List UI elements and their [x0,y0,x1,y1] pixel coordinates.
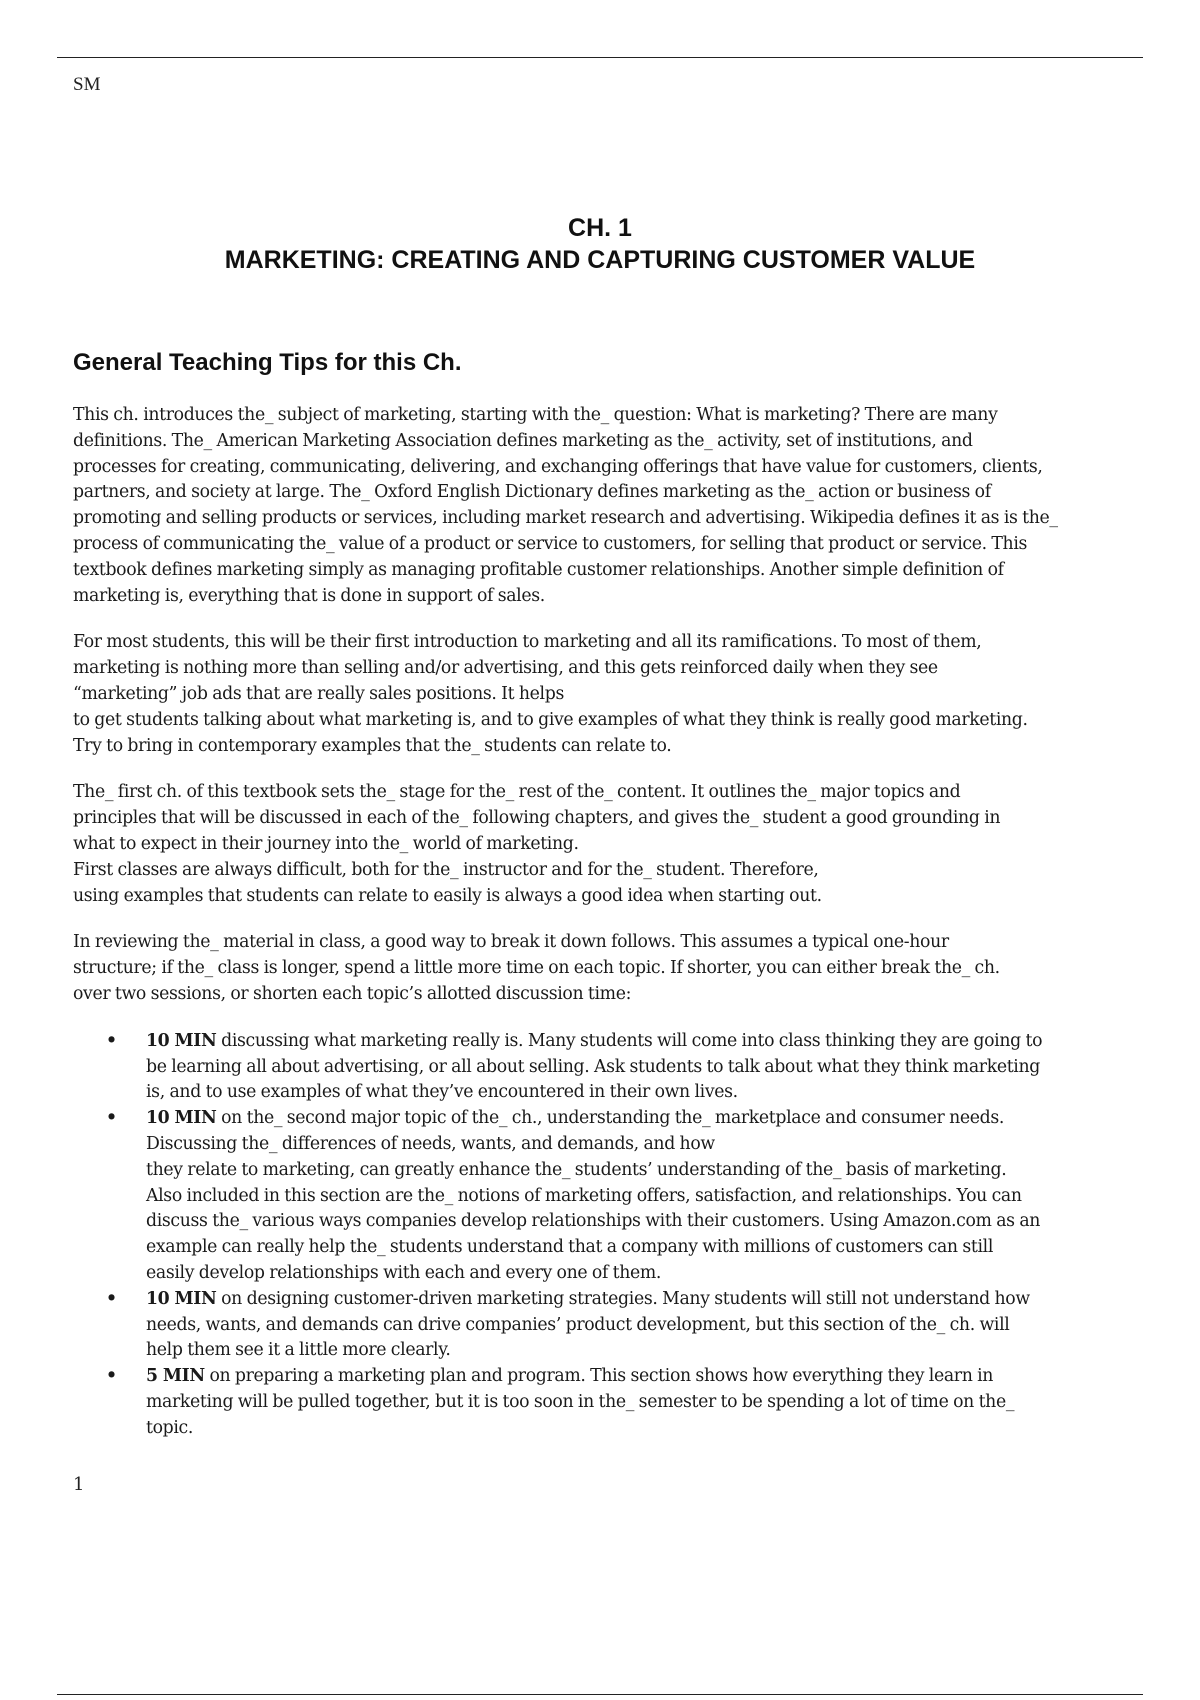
paragraph-students [73,630,1165,759]
text-line: processes for creating, communicating, delivering, and exchanging offerings that have value for customers, clients, [73,456,1043,477]
text-line: marketing will be pulled together, but it is too soon in the_ semester to be spending a lot of time on the_ [146,1391,1015,1412]
text-line: In reviewing the_ material in class, a good way to break it down follows. This assumes a typical one-hour [73,932,949,953]
text-line: over two sessions, or shorten each topic’s allotted discussion time: [73,983,632,1004]
chapter-number: CH. 1 [568,214,632,242]
text-line: The_ first ch. of this textbook sets the_ stage for the_ rest of the_ content. It outlines the_ major topics and [73,782,961,803]
text-line: For most students, this will be their first introduction to marketing and all its ramifications. To most of them, [73,632,982,653]
text-line: what to expect in their journey into the_ world of marketing. [73,833,579,854]
bottom-rule [57,1694,1143,1695]
paragraph-intro [73,403,1165,609]
text-line: First classes are always difficult, both for the_ instructor and for the_ student. Therefore, [73,859,819,880]
text-line: This ch. introduces the_ subject of marketing, starting with the_ question: What is marketing? There are many [73,405,998,425]
paragraph-reviewing [73,930,1165,1007]
text-line: definitions. The_ American Marketing Association defines marketing as the_ activity, set of institutions, and [73,430,973,451]
title-block [0,213,1200,276]
topic-time-list [73,1029,1165,1442]
paragraph-first-chapter [73,780,1165,909]
bullet-icon: • [106,1288,117,1309]
time-label: 5 MIN [146,1366,205,1387]
text-line: needs, wants, and demands can drive companies’ product development, but this section of the_ ch. will [146,1314,1010,1335]
chapter-title: MARKETING: CREATING AND CAPTURING CUSTOMER VALUE [224,246,976,274]
time-label: 10 MIN [146,1030,217,1051]
text-line: marketing is, everything that is done in support of sales. [73,585,545,606]
bullet-icon: • [106,1108,117,1129]
text-line: be learning all about advertising, or all about selling. Ask students to talk about what they think marketing [146,1056,1040,1077]
text-line: “marketing” job ads that are really sales positions. It helps [73,683,564,704]
bullet-icon: • [106,1366,117,1387]
text-line: on preparing a marketing plan and program. This section shows how everything they learn in [204,1366,994,1387]
text-line: principles that will be discussed in each of the_ following chapters, and gives the_ student a good grounding in [73,808,1001,829]
text-line: topic. [146,1417,194,1438]
text-line: to get students talking about what marketing is, and to give examples of what they think is really good marketing. [73,709,1028,730]
text-line: textbook defines marketing simply as managing profitable customer relationships. Another simple definition of [73,559,1004,580]
text-line: discuss the_ various ways companies develop relationships with their customers. Using Amazon.com as an [146,1211,1041,1232]
time-label: 10 MIN [146,1108,217,1129]
text-line: process of communicating the_ value of a product or service to customers, for selling that product or service. This [73,533,1028,554]
section-heading: General Teaching Tips for this Ch. [73,349,462,376]
text-line: easily develop relationships with each and every one of them. [146,1262,662,1283]
text-line: discussing what marketing really is. Many students will come into class thinking they are going to [216,1030,1043,1051]
list-item [73,1287,1165,1364]
page-number: 1 [73,1474,85,1495]
text-line: using examples that students can relate to easily is always a good idea when starting out. [73,885,822,906]
text-line: is, and to use examples of what they’ve encountered in their own lives. [146,1082,738,1103]
text-line: Discussing the_ differences of needs, wants, and demands, and how [146,1133,715,1154]
time-label: 10 MIN [146,1288,217,1309]
text-line: Try to bring in contemporary examples that the_ students can relate to. [73,735,672,756]
header-code: SM [73,74,101,95]
body-text [73,403,1165,1441]
bullet-icon: • [106,1030,117,1051]
top-rule [57,57,1143,58]
text-line: partners, and society at large. The_ Oxford English Dictionary defines marketing as the_ action or business of [73,482,991,503]
text-line: help them see it a little more clearly. [146,1340,451,1361]
text-line: promoting and selling products or services, including market research and advertising. Wikipedia defines it as is the_ [73,508,1058,529]
text-line: Also included in this section are the_ notions of marketing offers, satisfaction, and relationships. You can [146,1185,1022,1206]
list-item [73,1029,1165,1106]
list-item [73,1106,1165,1287]
text-line: they relate to marketing, can greatly enhance the_ students’ understanding of the_ basis of marketing. [146,1159,1007,1180]
list-item [73,1364,1165,1441]
text-line: on designing customer-driven marketing strategies. Many students will still not understand how [216,1288,1030,1309]
text-line: example can really help the_ students understand that a company with millions of customers can still [146,1237,993,1258]
text-line: on the_ second major topic of the_ ch., understanding the_ marketplace and consumer needs. [216,1108,1005,1129]
text-line: structure; if the_ class is longer, spend a little more time on each topic. If shorter, you can either break the_ ch. [73,958,1000,979]
text-line: marketing is nothing more than selling and/or advertising, and this gets reinforced daily when they see [73,658,938,679]
